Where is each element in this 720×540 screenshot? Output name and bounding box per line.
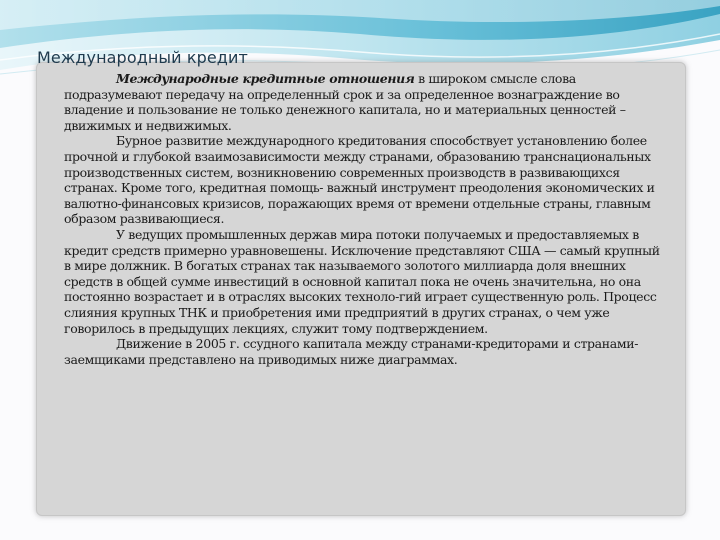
paragraph-1	[64, 71, 664, 133]
slide-body	[64, 71, 664, 367]
slide-title: Международный кредит	[37, 48, 248, 67]
paragraph-3	[64, 227, 664, 336]
paragraph-4	[64, 336, 664, 367]
paragraph-1-text: в широком смысле слова подразумевают передачу на определенный срок и за определенное вознаграждение во владение и пользование не только денежного капитала, но и материальных ценностей – движимых и недвижимых.	[64, 71, 626, 133]
paragraph-3-text: У ведущих промышленных держав мира потоки получаемых и предоставляемых в кредит средств примерно уравновешены. Исключение представляют США — самый крупный в мире должник. В богатых странах так называемого золотого миллиарда доля внешних средств в общей сумме инвестиций в основной капитал пока не очень значительна, но она постоянно возрастает и в отраслях высоких техноло-гий играет существенную роль. Процесс слияния крупных ТНК и приобретения ими предприятий в других странах, о чем уже говорилось в предыдущих лекциях, служит тому подтверждением.	[64, 226, 660, 336]
paragraph-2	[64, 133, 664, 227]
paragraph-1-lead: Международные кредитные отношения	[116, 71, 415, 86]
paragraph-4-text: Движение в 2005 г. ссудного капитала между странами-кредиторами и странами-заемщиками представлено на приводимых ниже диаграммах.	[64, 336, 639, 367]
paragraph-2-text: Бурное развитие международного кредитования способствует установлению более прочной и глубокой взаимозависимости между странами, образованию транснациональных производственных систем, возникновению современных производств в развивающихся странах. Кроме того, кредитная помощь- важный инструмент преодоления экономических и валютно-финансовых кризисов, поражающих время от времени отдельные страны, главным образом развивающиеся.	[64, 133, 655, 227]
